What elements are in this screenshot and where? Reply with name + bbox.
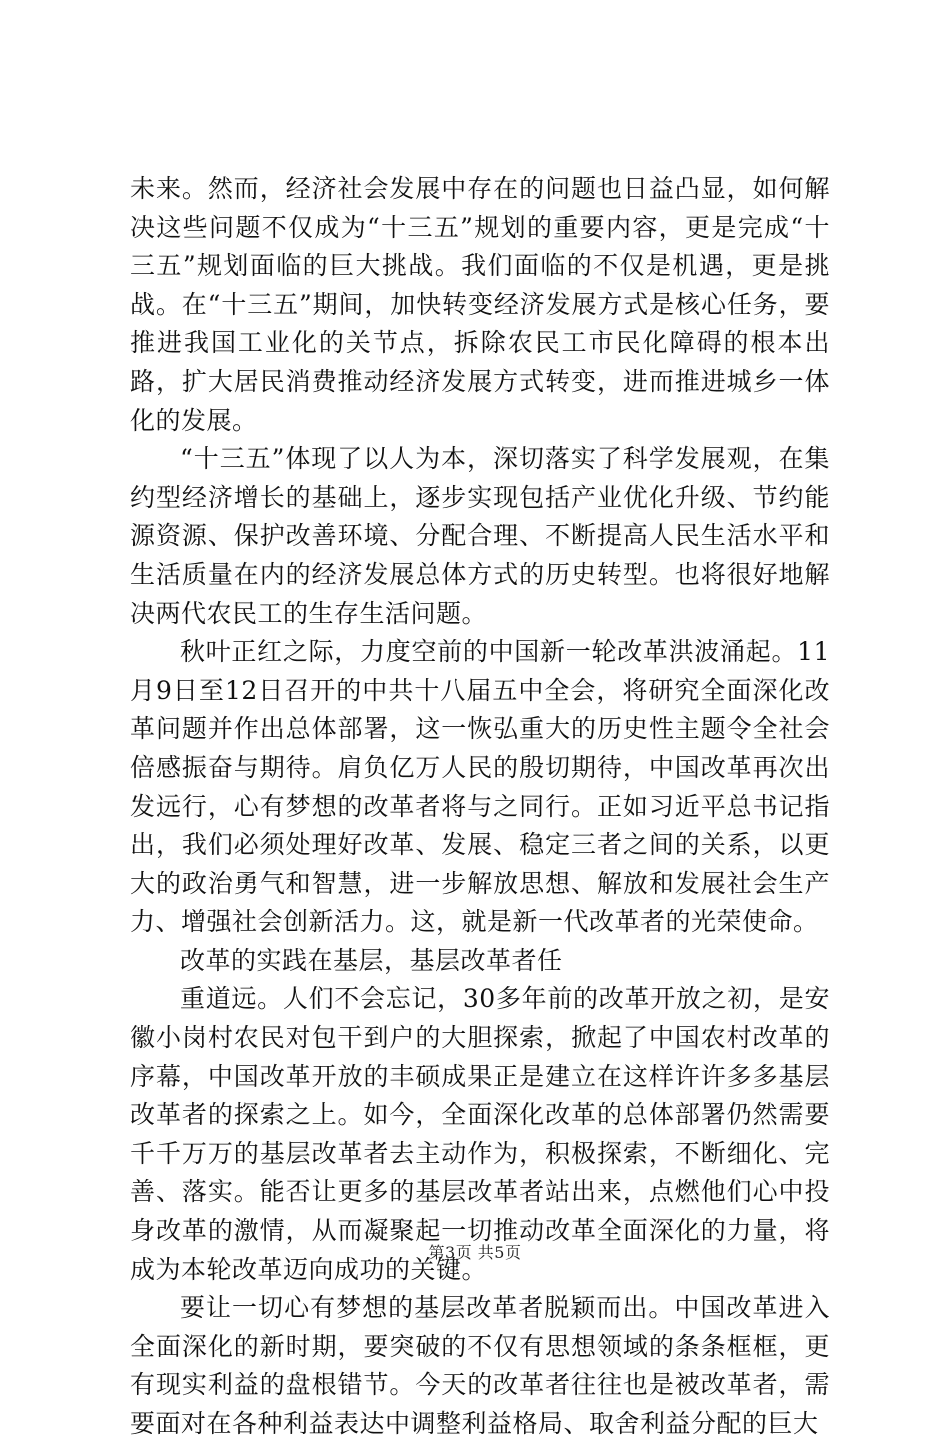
paragraph-autumn-reform: 秋叶正红之际，力度空前的中国新一轮改革洪波涌起。11月9日至12日召开的中共十八届五中全会，将研究全面深化改革问题并作出总体部署，这一恢弘重大的历史性主题令全社会倍感振奋与期待。肩负亿万人民的殷切期待，中国改革再次出发远行，心有梦想的改革者将与之同行。正如习近平总书记指出，我们必须处理好改革、发展、稳定三者之间的关系，以更大的政治勇气和智慧，进一步解放思想、解放和发展社会生产力、增强社会创新活力。这，就是新一代改革者的光荣使命。 (130, 637, 830, 937)
page-number-footer: 第3页 共5页 (428, 1243, 522, 1262)
paragraph-thirteenth-five-year: “十三五”体现了以人为本，深切落实了科学发展观，在集约型经济增长的基础上，逐步实现包括产业优化升级、节约能源资源、保护改善环境、分配合理、不断提高人民生活水平和生活质量在内的经济发展总体方式的历史转型。也将很好地解决两代农民工的生存生活问题。 (130, 444, 830, 628)
paragraph-continuation: 未来。然而，经济社会发展中存在的问题也日益凸显，如何解决这些问题不仅成为“十三五”规划的重要内容，更是完成“十三五”规划面临的巨大挑战。我们面临的不仅是机遇，更是挑战。在“十三五”期间，加快转变经济发展方式是核心任务，要推进我国工业化的关节点，拆除农民工市民化障碍的根本出路，扩大居民消费推动经济发展方式转变，进而推进城乡一体化的发展。 (130, 174, 830, 435)
paragraph-grassroots-reformers: 重道远。人们不会忘记，30多年前的改革开放之初，是安徽小岗村农民对包干到户的大胆探索，掀起了中国农村改革的序幕，中国改革开放的丰硕成果正是建立在这样许许多多基层改革者的探索之上。如今，全面深化改革的总体部署仍然需要千千万万的基层改革者去主动作为，积极探索，不断细化、完善、落实。能否让更多的基层改革者站出来，点燃他们心中投身改革的激情，从而凝聚起一切推动改革全面深化的力量，将成为本轮改革迈向成功的关键。 (130, 984, 830, 1284)
paragraph-grassroots-heading: 改革的实践在基层，基层改革者任 (180, 945, 563, 975)
paragraph-dreamers: 要让一切心有梦想的基层改革者脱颖而出。中国改革进入全面深化的新时期，要突破的不仅有思想领域的条条框框，更有现实利益的盘根错节。今天的改革者往往也是被改革者，需要面对在各种利益表达中调整利益格局、取舍利益分配的巨大 (130, 1293, 830, 1438)
